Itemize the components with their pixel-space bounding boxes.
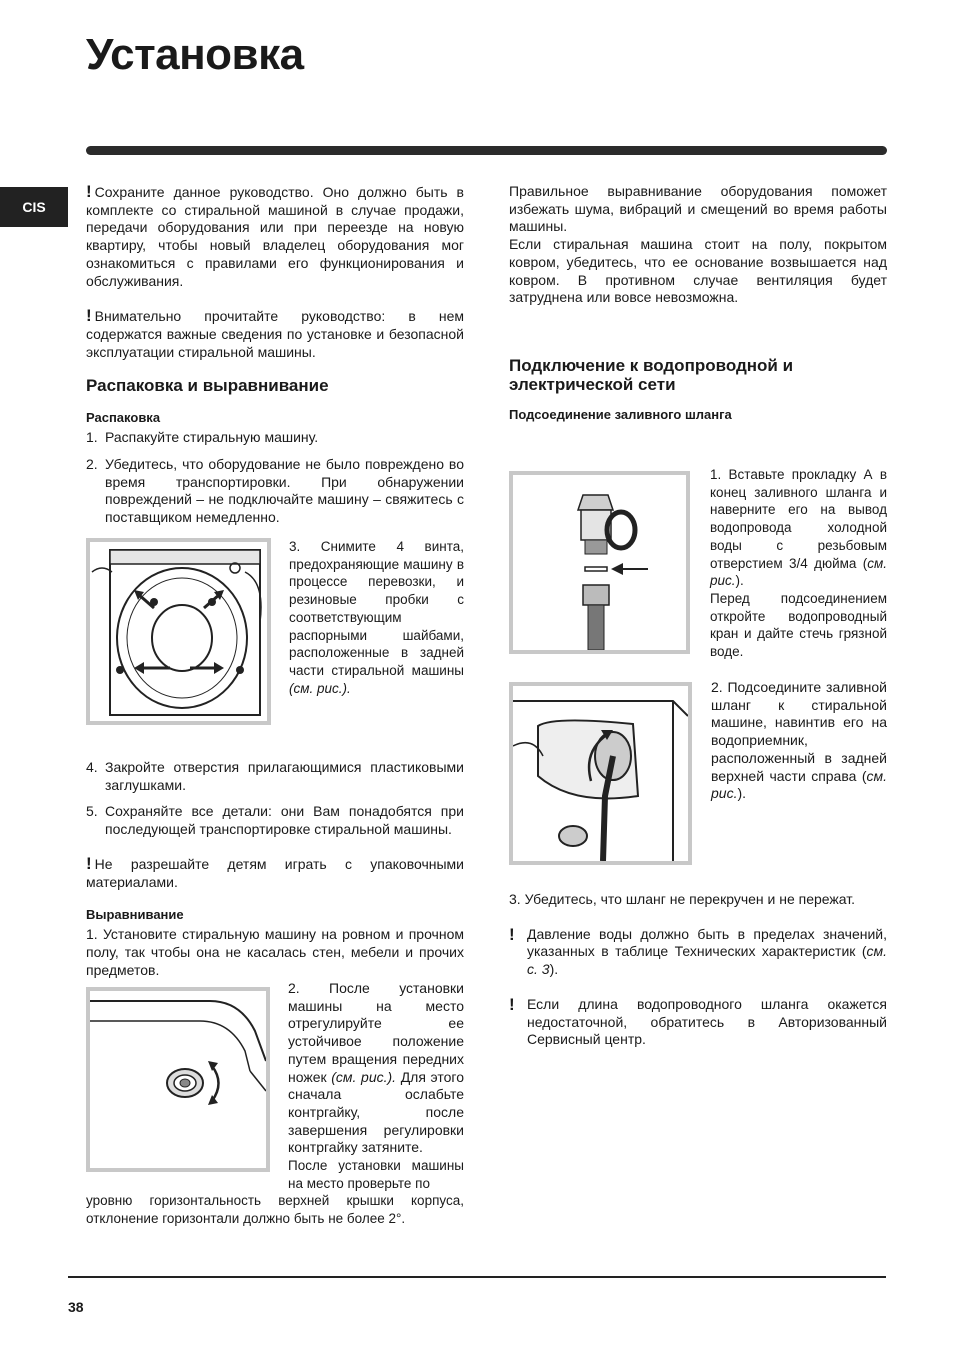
step3-text: 3. Снимите 4 винта, предохраняющие машину в процессе перевозки, и резиновые пробки с соответствующим распорными шайбами, расположенные в задней части стиральной машины (см. рис.). [289,539,464,696]
section-title-connection: Подключение к водопроводной и электрической сети [509,355,794,394]
list-item: 4. Закройте отверстия прилагающимися пластиковыми заглушками. [86,759,464,793]
page-title: Установка [86,30,304,79]
right-column-lower [509,891,887,1049]
page-number: 38 [68,1299,84,1315]
hose-step-1-note: Перед подсоединением откройте водопроводный кран и дайте стечь грязной воде. [710,590,887,660]
figure-transport-screws [86,538,271,725]
warning-mark-icon: ! [86,853,92,873]
right-column [509,183,887,422]
hose-step-3: 3. Убедитесь, что шланг не перекручен и не пережат. [509,891,856,907]
note-children: ! Не разрешайте детям играть с упаковочными материалами. [86,853,464,890]
subsection-unpacking: Распаковка [86,410,161,426]
warning-mark-icon: ! [509,994,515,1014]
machine-inlet-illustration [513,686,688,861]
leveling-foot-illustration [90,991,266,1168]
subsection-inlet-hose: Подсоединение заливного шланга [509,406,732,422]
figure-tap-connection [509,471,690,654]
hose-step-1: 1. Вставьте прокладку А в конец заливного шланга и наверните его на вывод водопровода холодной воды с резьбовым отверстием 3/4 дюйма (см. рис.). [710,467,887,589]
note-keep-manual: ! Сохраните данное руководство. Оно должно быть в комплекте со стиральной машиной в случае продажи, передачи оборудования или при переезде на новую квартиру, чтобы новый владелец оборудования мог ознакомиться с правилами его функционирования и обслуживания. [86,182,464,289]
level-step-1: 1. Установите стиральную машину на ровном и прочном полу, так чтобы она не касалась стен, мебели и прочих предметов. [86,926,464,978]
carpet-note: Если стиральная машина стоит на полу, покрытом ковром, убедитесь, что ее основание возвышается над ковром. В противном случае вентиляция будет затруднена или вовсе невозможна. [509,236,887,306]
level-step2-block [288,980,464,1192]
language-tab: CIS [0,187,68,227]
warning-mark-icon: ! [509,924,515,944]
level-step-2-after: После установки машины на место проверьте по [288,1158,464,1191]
figure-machine-inlet [509,682,692,865]
list-item: 1. Распакуйте стиральную машину. [86,429,319,446]
step3-text-block [289,538,464,697]
list-item: 2. Убедитесь, что оборудование не было повреждено во время транспортировки. При обнаружении повреждений – не подключайте машину – свяжитесь с поставщиком немедленно. [86,456,464,526]
warning-water-pressure: ! Давление воды должно быть в пределах значений, указанных в таблице Технических характеристик (см. с. 3). [509,924,887,978]
figure-leveling-foot [86,987,270,1172]
list-item: 5. Сохраняйте все детали: они Вам понадобятся при последующей транспортировке стиральной машины. [86,803,464,838]
warning-hose-length: ! Если длина водопроводного шланга окажется недостаточной, обратитесь в Авторизованный Сервисный центр. [509,994,887,1048]
hose-step-2: 2. Подсоедините заливной шланг к стиральной машине, навинтив его на водоприемник, расположенный в задней верхней части справа (см. рис.). [711,679,887,802]
section-title-unpacking: Распаковка и выравнивание [86,376,329,396]
warning-mark-icon: ! [86,182,92,201]
footer-rule [68,1276,886,1278]
warning-mark-icon: ! [86,306,92,326]
level-step-2: 2. После установки машины на место отрегулируйте ее устойчивое положение путем вращения передних ножек (см. рис.). Для этого сначала ослабьте контргайку, после завершения регулировки контргайку затяните. [288,980,465,1156]
note-read-manual: ! Внимательно прочитайте руководство: в нем содержатся важные сведения по установке и безопасной эксплуатации стиральной машины. [86,306,464,360]
left-column-lower [86,759,464,979]
unpack-steps [86,429,464,527]
hose-step1-block [710,466,887,661]
tap-connection-illustration [513,475,686,650]
level-step2-tail-block [86,1192,464,1227]
leveling-intro: Правильное выравнивание оборудования поможет избежать шума, вибраций и смещений во время работы машины. [509,183,887,235]
machine-back-illustration [90,542,267,721]
level-step-2-tail: уровню горизонтальность верхней крышки корпуса, отклонение горизонтали должно быть не более 2°. [86,1193,464,1226]
title-rule [86,146,887,155]
hose-step2-block [711,679,887,803]
subsection-leveling: Выравнивание [86,907,184,923]
left-column [86,183,464,527]
